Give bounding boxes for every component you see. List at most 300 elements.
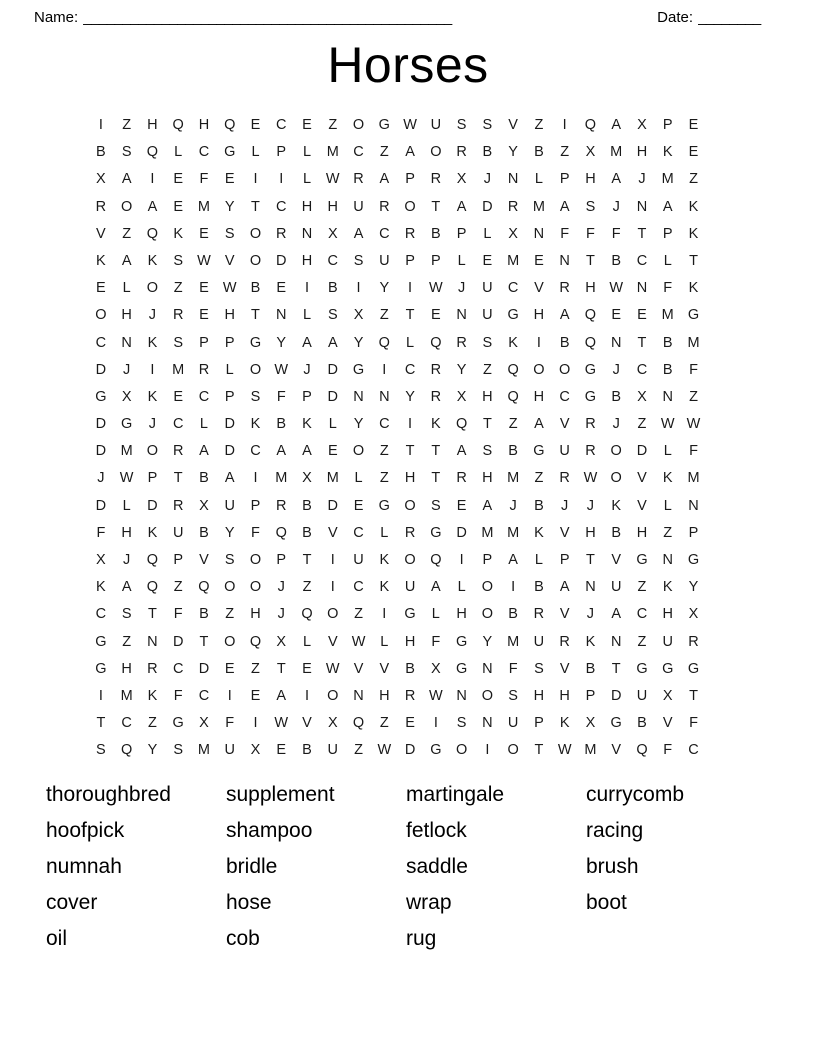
grid-letter[interactable]: J (638, 171, 646, 188)
grid-letter[interactable]: X (199, 497, 209, 514)
grid-letter[interactable]: C (95, 606, 107, 623)
grid-letter[interactable]: E (302, 660, 312, 677)
grid-letter[interactable]: P (276, 552, 287, 568)
grid-letter[interactable]: X (199, 715, 209, 732)
word-list-item[interactable]: numnah (46, 855, 122, 878)
word-list-item[interactable]: bridle (226, 855, 278, 878)
grid-letter[interactable]: M (120, 443, 133, 460)
grid-letter[interactable]: J (277, 606, 285, 623)
grid-letter[interactable]: Z (379, 443, 389, 460)
grid-letter[interactable]: I (253, 171, 258, 188)
grid-letter[interactable]: N (636, 198, 648, 215)
grid-letter[interactable]: Z (637, 579, 647, 596)
grid-letter[interactable]: Z (637, 633, 647, 650)
grid-letter[interactable]: F (689, 715, 698, 732)
grid-letter[interactable]: A (199, 443, 209, 460)
grid-letter[interactable]: B (276, 416, 287, 433)
grid-letter[interactable]: Z (482, 361, 492, 378)
grid-letter[interactable]: R (430, 171, 442, 188)
grid-letter[interactable]: I (562, 117, 567, 133)
grid-letter[interactable]: W (274, 715, 289, 732)
grid-letter[interactable]: B (199, 524, 209, 541)
grid-letter[interactable]: E (224, 171, 235, 188)
grid-letter[interactable]: C (276, 117, 287, 133)
grid-letter[interactable]: C (353, 144, 364, 161)
grid-letter[interactable]: P (405, 171, 415, 188)
grid-letter[interactable]: G (430, 524, 442, 541)
grid-letter[interactable]: K (688, 198, 699, 215)
grid-letter[interactable]: U (482, 280, 493, 297)
grid-letter[interactable]: T (405, 443, 415, 460)
grid-letter[interactable]: I (279, 171, 284, 188)
grid-letter[interactable]: L (302, 171, 312, 188)
grid-letter[interactable]: J (123, 361, 131, 378)
grid-letter[interactable]: O (249, 552, 262, 568)
word-list-item[interactable]: shampoo (226, 819, 313, 842)
grid-letter[interactable]: H (585, 171, 596, 188)
grid-letter[interactable]: V (534, 280, 544, 297)
grid-letter[interactable]: G (121, 416, 133, 433)
grid-letter[interactable]: C (688, 742, 699, 759)
grid-letter[interactable]: K (508, 334, 518, 351)
grid-letter[interactable]: K (147, 388, 158, 405)
grid-letter[interactable]: S (327, 307, 338, 324)
grid-letter[interactable]: H (533, 388, 545, 405)
grid-letter[interactable]: X (327, 225, 338, 242)
grid-letter[interactable]: Q (198, 579, 210, 596)
grid-letter[interactable]: Q (146, 552, 159, 568)
grid-letter[interactable]: K (147, 252, 158, 269)
grid-letter[interactable]: P (276, 144, 287, 161)
grid-letter[interactable]: D (172, 633, 184, 650)
grid-letter[interactable]: E (250, 117, 261, 133)
grid-letter[interactable]: N (147, 633, 158, 650)
grid-letter[interactable]: X (327, 715, 338, 732)
grid-letter[interactable]: H (404, 633, 416, 650)
grid-letter[interactable]: S (482, 443, 493, 460)
grid-letter[interactable]: U (610, 579, 622, 596)
grid-letter[interactable]: D (147, 497, 158, 514)
grid-letter[interactable]: O (481, 687, 493, 704)
grid-letter[interactable]: J (612, 361, 620, 378)
grid-letter[interactable]: R (172, 443, 184, 460)
grid-letter[interactable]: N (379, 388, 390, 405)
grid-letter[interactable]: A (224, 470, 235, 487)
grid-letter[interactable]: R (276, 225, 287, 242)
grid-letter[interactable]: Q (584, 334, 597, 351)
word-list-item[interactable]: racing (586, 819, 644, 842)
grid-letter[interactable]: K (662, 579, 673, 596)
grid-letter[interactable]: Z (637, 416, 647, 433)
grid-letter[interactable]: X (250, 742, 261, 759)
grid-letter[interactable]: Y (276, 334, 287, 351)
grid-letter[interactable]: Y (379, 280, 390, 297)
grid-letter[interactable]: T (199, 633, 209, 650)
grid-letter[interactable]: G (224, 144, 236, 161)
grid-letter[interactable]: D (224, 443, 235, 460)
grid-letter[interactable]: K (379, 579, 390, 596)
grid-letter[interactable]: N (121, 334, 132, 351)
grid-letter[interactable]: L (199, 416, 208, 433)
grid-letter[interactable]: K (96, 579, 106, 596)
grid-letter[interactable]: O (481, 606, 493, 623)
grid-letter[interactable]: E (276, 280, 287, 297)
grid-letter[interactable]: K (250, 416, 261, 433)
grid-letter[interactable]: N (353, 687, 364, 704)
grid-letter[interactable]: C (276, 198, 287, 215)
grid-letter[interactable]: I (433, 715, 438, 732)
grid-letter[interactable]: Q (275, 524, 287, 541)
grid-letter[interactable]: O (533, 361, 545, 378)
grid-letter[interactable]: V (96, 225, 106, 242)
grid-letter[interactable]: G (249, 334, 262, 351)
grid-letter[interactable]: G (172, 715, 184, 732)
grid-letter[interactable]: T (637, 334, 647, 351)
word-list-item[interactable]: wrap (406, 891, 452, 914)
word-list-item[interactable]: cover (46, 891, 98, 914)
grid-letter[interactable]: I (511, 579, 516, 596)
grid-letter[interactable]: X (456, 171, 467, 188)
grid-letter[interactable]: V (327, 524, 338, 541)
grid-letter[interactable]: W (119, 470, 134, 487)
grid-letter[interactable]: I (459, 552, 464, 568)
grid-letter[interactable]: H (250, 606, 261, 623)
grid-letter[interactable]: U (559, 443, 570, 460)
grid-letter[interactable]: H (585, 280, 596, 297)
word-list-item[interactable]: fetlock (406, 819, 467, 842)
grid-letter[interactable]: H (636, 144, 648, 161)
grid-letter[interactable]: Z (173, 579, 183, 596)
grid-letter[interactable]: Z (225, 606, 235, 623)
grid-letter[interactable]: L (122, 280, 131, 297)
grid-letter[interactable]: V (559, 524, 570, 541)
grid-letter[interactable]: F (611, 225, 621, 242)
grid-letter[interactable]: E (302, 117, 312, 133)
grid-letter[interactable]: J (97, 470, 105, 487)
grid-letter[interactable]: R (198, 361, 210, 378)
grid-letter[interactable]: O (95, 307, 107, 324)
grid-letter[interactable]: E (250, 687, 261, 704)
grid-letter[interactable]: B (431, 225, 441, 242)
grid-letter[interactable]: M (326, 144, 339, 161)
grid-letter[interactable]: A (508, 552, 518, 568)
grid-letter[interactable]: R (404, 225, 416, 242)
grid-letter[interactable]: N (636, 280, 648, 297)
grid-letter[interactable]: W (686, 416, 701, 433)
grid-letter[interactable]: P (456, 225, 467, 242)
grid-letter[interactable]: C (636, 252, 648, 269)
grid-letter[interactable]: A (276, 687, 287, 704)
grid-letter[interactable]: A (559, 198, 570, 215)
grid-letter[interactable]: E (688, 117, 699, 133)
grid-letter[interactable]: O (352, 443, 365, 460)
grid-letter[interactable]: O (146, 280, 159, 297)
grid-letter[interactable]: E (405, 715, 415, 732)
grid-letter[interactable]: U (172, 524, 184, 541)
grid-letter[interactable]: N (610, 633, 622, 650)
grid-letter[interactable]: D (95, 416, 107, 433)
grid-letter[interactable]: Z (689, 388, 698, 405)
grid-letter[interactable]: B (662, 361, 673, 378)
grid-letter[interactable]: A (121, 171, 132, 188)
grid-letter[interactable]: X (96, 171, 106, 188)
grid-letter[interactable]: E (96, 280, 106, 297)
grid-letter[interactable]: U (636, 687, 648, 704)
grid-letter[interactable]: Q (430, 552, 442, 568)
grid-letter[interactable]: S (534, 660, 544, 677)
grid-letter[interactable]: F (225, 715, 235, 732)
grid-letter[interactable]: R (559, 633, 570, 650)
grid-letter[interactable]: H (404, 470, 416, 487)
grid-letter[interactable]: H (533, 307, 545, 324)
grid-letter[interactable]: C (636, 606, 648, 623)
grid-letter[interactable]: U (533, 633, 545, 650)
grid-letter[interactable]: Z (173, 280, 183, 297)
grid-letter[interactable]: L (354, 470, 363, 487)
grid-letter[interactable]: C (327, 252, 339, 269)
grid-letter[interactable]: X (585, 715, 596, 732)
grid-letter[interactable]: J (303, 361, 311, 378)
grid-letter[interactable]: R (559, 470, 570, 487)
grid-letter[interactable]: I (356, 280, 361, 297)
grid-letter[interactable]: Z (122, 225, 132, 242)
grid-letter[interactable]: J (612, 416, 620, 433)
grid-letter[interactable]: R (95, 198, 107, 215)
grid-letter[interactable]: T (173, 470, 183, 487)
grid-letter[interactable]: I (253, 470, 258, 487)
grid-letter[interactable]: P (302, 388, 312, 405)
grid-letter[interactable]: B (585, 660, 596, 677)
grid-letter[interactable]: H (662, 606, 673, 623)
grid-letter[interactable]: U (327, 742, 339, 759)
grid-letter[interactable]: H (301, 252, 313, 269)
grid-letter[interactable]: O (224, 579, 236, 596)
grid-letter[interactable]: F (173, 687, 183, 704)
grid-letter[interactable]: Y (688, 579, 699, 596)
grid-letter[interactable]: S (456, 117, 467, 133)
grid-letter[interactable]: L (328, 416, 337, 433)
grid-letter[interactable]: Y (353, 416, 364, 433)
grid-letter[interactable]: N (610, 334, 622, 351)
grid-letter[interactable]: H (482, 470, 493, 487)
grid-letter[interactable]: W (428, 280, 443, 297)
grid-letter[interactable]: D (224, 416, 235, 433)
grid-letter[interactable]: R (585, 416, 596, 433)
grid-letter[interactable]: R (404, 524, 416, 541)
grid-letter[interactable]: E (224, 660, 235, 677)
grid-letter[interactable]: G (687, 552, 700, 568)
grid-letter[interactable]: Z (251, 660, 260, 677)
grid-letter[interactable]: V (637, 497, 647, 514)
grid-letter[interactable]: P (688, 524, 699, 541)
grid-letter[interactable]: D (610, 687, 622, 704)
grid-letter[interactable]: E (534, 252, 544, 269)
grid-letter[interactable]: N (662, 552, 673, 568)
grid-letter[interactable]: O (249, 579, 262, 596)
grid-letter[interactable]: Q (121, 742, 133, 759)
grid-letter[interactable]: K (96, 252, 106, 269)
grid-letter[interactable]: L (534, 171, 543, 188)
grid-letter[interactable]: S (508, 687, 518, 704)
grid-letter[interactable]: T (302, 552, 312, 568)
grid-letter[interactable]: X (637, 117, 647, 133)
grid-letter[interactable]: Q (146, 579, 159, 596)
grid-letter[interactable]: Q (430, 334, 442, 351)
word-list-item[interactable]: saddle (406, 855, 468, 878)
grid-letter[interactable]: R (533, 606, 545, 623)
grid-letter[interactable]: Q (301, 606, 313, 623)
grid-letter[interactable]: M (661, 171, 674, 188)
grid-letter[interactable]: D (276, 252, 287, 269)
grid-letter[interactable]: P (482, 552, 493, 568)
grid-letter[interactable]: D (327, 497, 339, 514)
grid-letter[interactable]: G (378, 117, 390, 133)
grid-letter[interactable]: J (148, 307, 157, 324)
grid-letter[interactable]: I (304, 280, 310, 297)
grid-letter[interactable]: T (276, 660, 286, 677)
grid-letter[interactable]: Z (560, 144, 570, 161)
grid-letter[interactable]: P (224, 334, 235, 351)
grid-letter[interactable]: J (509, 497, 517, 514)
grid-letter[interactable]: C (198, 687, 210, 704)
grid-letter[interactable]: P (559, 171, 570, 188)
grid-letter[interactable]: M (507, 633, 520, 650)
grid-letter[interactable]: D (327, 361, 339, 378)
grid-letter[interactable]: Z (379, 715, 389, 732)
grid-letter[interactable]: T (637, 225, 647, 242)
grid-letter[interactable]: M (172, 361, 185, 378)
grid-letter[interactable]: F (199, 171, 209, 188)
grid-letter[interactable]: I (304, 687, 310, 704)
grid-letter[interactable]: O (224, 633, 236, 650)
grid-letter[interactable]: P (173, 552, 184, 568)
grid-letter[interactable]: K (559, 715, 570, 732)
grid-letter[interactable]: A (405, 144, 415, 161)
grid-letter[interactable]: T (431, 198, 441, 215)
grid-letter[interactable]: G (507, 307, 519, 324)
grid-letter[interactable]: T (534, 742, 544, 759)
grid-letter[interactable]: B (559, 334, 570, 351)
grid-letter[interactable]: Z (302, 579, 312, 596)
grid-letter[interactable]: E (173, 388, 184, 405)
grid-letter[interactable]: F (560, 225, 570, 242)
grid-letter[interactable]: B (302, 742, 312, 759)
grid-letter[interactable]: O (481, 579, 493, 596)
grid-letter[interactable]: H (585, 524, 596, 541)
grid-letter[interactable]: B (534, 144, 544, 161)
grid-letter[interactable]: R (456, 144, 467, 161)
grid-letter[interactable]: F (663, 742, 673, 759)
grid-letter[interactable]: M (275, 470, 288, 487)
grid-letter[interactable]: K (431, 416, 441, 433)
grid-letter[interactable]: X (96, 552, 106, 568)
grid-letter[interactable]: N (301, 225, 313, 242)
grid-letter[interactable]: A (456, 443, 467, 460)
grid-letter[interactable]: M (481, 524, 494, 541)
grid-letter[interactable]: N (688, 497, 699, 514)
grid-letter[interactable]: Y (224, 198, 235, 215)
grid-letter[interactable]: G (533, 443, 545, 460)
grid-letter[interactable]: M (532, 198, 545, 215)
grid-letter[interactable]: J (586, 606, 595, 623)
grid-letter[interactable]: W (660, 416, 675, 433)
grid-letter[interactable]: P (431, 252, 441, 269)
grid-letter[interactable]: J (561, 497, 569, 514)
grid-letter[interactable]: H (379, 687, 390, 704)
grid-letter[interactable]: N (353, 388, 364, 405)
grid-letter[interactable]: H (147, 117, 158, 133)
grid-letter[interactable]: Z (689, 171, 698, 188)
grid-letter[interactable]: O (455, 742, 468, 759)
grid-letter[interactable]: O (146, 443, 159, 460)
grid-letter[interactable]: P (199, 334, 209, 351)
grid-letter[interactable]: M (197, 198, 210, 215)
grid-letter[interactable]: L (122, 497, 131, 514)
grid-letter[interactable]: B (611, 252, 622, 269)
grid-letter[interactable]: O (249, 225, 262, 242)
grid-letter[interactable]: V (611, 552, 622, 568)
grid-letter[interactable]: Z (663, 524, 673, 541)
grid-letter[interactable]: S (431, 497, 441, 514)
grid-letter[interactable]: S (224, 552, 235, 568)
grid-letter[interactable]: K (302, 416, 312, 433)
grid-letter[interactable]: Q (352, 715, 365, 732)
grid-letter[interactable]: L (483, 225, 492, 242)
grid-letter[interactable]: G (636, 552, 648, 568)
grid-letter[interactable]: A (379, 171, 390, 188)
grid-letter[interactable]: T (689, 252, 698, 269)
grid-letter[interactable]: E (199, 280, 209, 297)
grid-letter[interactable]: J (612, 198, 620, 215)
grid-letter[interactable]: F (251, 524, 260, 541)
word-list-item[interactable]: thoroughbred (46, 783, 171, 806)
grid-letter[interactable]: O (507, 742, 519, 759)
grid-letter[interactable]: K (147, 687, 158, 704)
grid-letter[interactable]: D (636, 443, 648, 460)
grid-letter[interactable]: R (456, 334, 467, 351)
grid-letter[interactable]: C (507, 280, 519, 297)
grid-letter[interactable]: Q (172, 117, 184, 133)
grid-letter[interactable]: K (688, 280, 699, 297)
grid-letter[interactable]: B (405, 660, 415, 677)
grid-letter[interactable]: W (377, 742, 392, 759)
grid-letter[interactable]: L (457, 579, 466, 596)
grid-letter[interactable]: C (379, 416, 390, 433)
grid-letter[interactable]: R (456, 470, 467, 487)
grid-letter[interactable]: E (482, 252, 493, 269)
grid-letter[interactable]: B (508, 443, 518, 460)
grid-letter[interactable]: E (611, 307, 622, 324)
grid-letter[interactable]: A (276, 443, 287, 460)
grid-letter[interactable]: G (662, 660, 674, 677)
grid-letter[interactable]: Z (354, 606, 363, 623)
grid-letter[interactable]: O (327, 687, 339, 704)
grid-letter[interactable]: A (534, 416, 544, 433)
grid-letter[interactable]: K (611, 497, 622, 514)
grid-letter[interactable]: A (482, 497, 493, 514)
grid-letter[interactable]: B (199, 606, 209, 623)
grid-letter[interactable]: S (173, 252, 184, 269)
grid-letter[interactable]: X (688, 606, 699, 623)
grid-letter[interactable]: A (559, 307, 570, 324)
grid-letter[interactable]: C (121, 715, 132, 732)
grid-letter[interactable]: W (222, 280, 237, 297)
grid-letter[interactable]: L (534, 552, 543, 568)
grid-letter[interactable]: Y (456, 361, 467, 378)
grid-letter[interactable]: G (430, 742, 442, 759)
grid-letter[interactable]: H (559, 687, 570, 704)
grid-letter[interactable]: S (250, 388, 261, 405)
